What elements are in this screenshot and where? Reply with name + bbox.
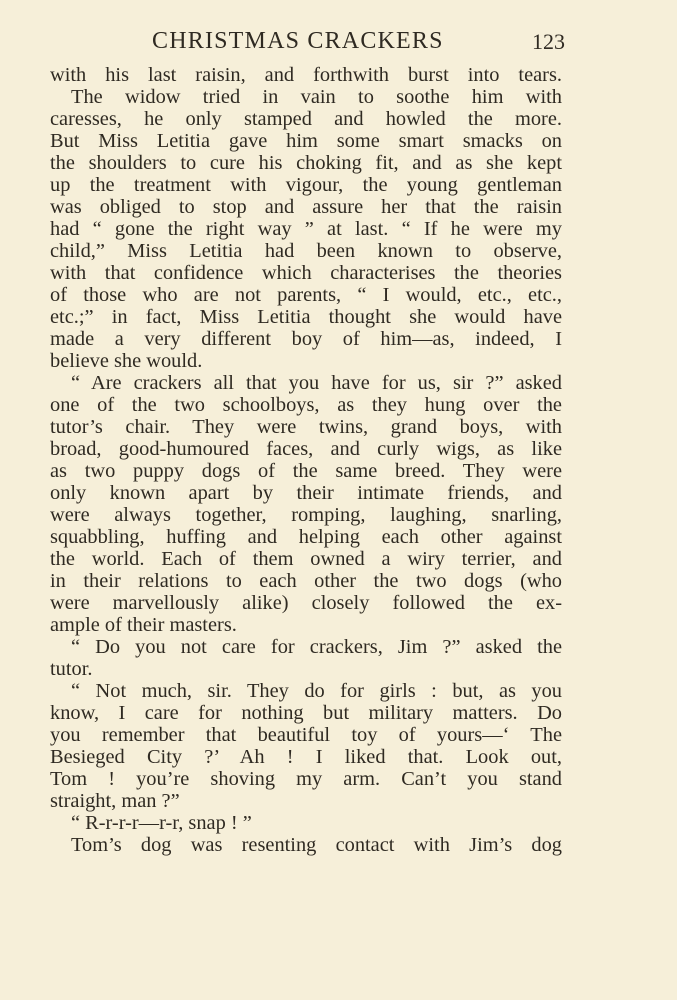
text-line: Besieged City ?’ Ah ! I liked that. Look out,	[50, 746, 562, 768]
text-line: was obliged to stop and assure her that the raisin	[50, 196, 562, 218]
text-line: tutor.	[50, 658, 93, 680]
text-line: with that confidence which characterises the theories	[50, 262, 562, 284]
text-line: “ Not much, sir. They do for girls : but, as you	[71, 680, 562, 702]
text-line: Tom’s dog was resenting contact with Jim’s dog	[71, 834, 562, 856]
text-line: the shoulders to cure his choking fit, and as she kept	[50, 152, 562, 174]
running-head	[50, 26, 565, 56]
text-line: Tom ! you’re shoving my arm. Can’t you stand	[50, 768, 562, 790]
text-line: were marvellously alike) closely followed the ex-	[50, 592, 562, 614]
text-line: tutor’s chair. They were twins, grand boys, with	[50, 416, 562, 438]
text-line: squabbling, huffing and helping each other against	[50, 526, 562, 548]
page-number: 123	[532, 29, 565, 54]
text-line: had “ gone the right way ” at last. “ If he were my	[50, 218, 562, 240]
text-line: child,” Miss Letitia had been known to observe,	[50, 240, 562, 262]
text-line: etc.;” in fact, Miss Letitia thought she would have	[50, 306, 562, 328]
text-line: caresses, he only stamped and howled the more.	[50, 108, 562, 130]
text-line: The widow tried in vain to soothe him with	[71, 86, 562, 108]
text-line: broad, good-humoured faces, and curly wigs, as like	[50, 438, 562, 460]
text-line: up the treatment with vigour, the young gentleman	[50, 174, 562, 196]
text-line: were always together, romping, laughing, snarling,	[50, 504, 562, 526]
running-title: CHRISTMAS CRACKERS	[152, 28, 444, 54]
text-line: only known apart by their intimate friends, and	[50, 482, 562, 504]
text-line: believe she would.	[50, 350, 203, 372]
text-line: as two puppy dogs of the same breed. They were	[50, 460, 562, 482]
text-line: straight, man ?”	[50, 790, 180, 812]
text-line: in their relations to each other the two dogs (who	[50, 570, 562, 592]
text-line: the world. Each of them owned a wiry terrier, and	[50, 548, 562, 570]
text-line: one of the two schoolboys, as they hung over the	[50, 394, 562, 416]
text-line: with his last raisin, and forthwith burst into tears.	[50, 64, 562, 86]
text-line: know, I care for nothing but military matters. Do	[50, 702, 562, 724]
text-line: “ R-r-r-r—r-r, snap ! ”	[71, 812, 252, 834]
text-line: “ Do you not care for crackers, Jim ?” asked the	[71, 636, 562, 658]
text-line: “ Are crackers all that you have for us, sir ?” asked	[71, 372, 562, 394]
text-line: ample of their masters.	[50, 614, 237, 636]
text-line: of those who are not parents, “ I would, etc., etc.,	[50, 284, 562, 306]
text-line: But Miss Letitia gave him some smart smacks on	[50, 130, 562, 152]
text-line: you remember that beautiful toy of yours—‘ The	[50, 724, 562, 746]
body-text	[50, 64, 562, 856]
text-line: made a very different boy of him—as, indeed, I	[50, 328, 562, 350]
